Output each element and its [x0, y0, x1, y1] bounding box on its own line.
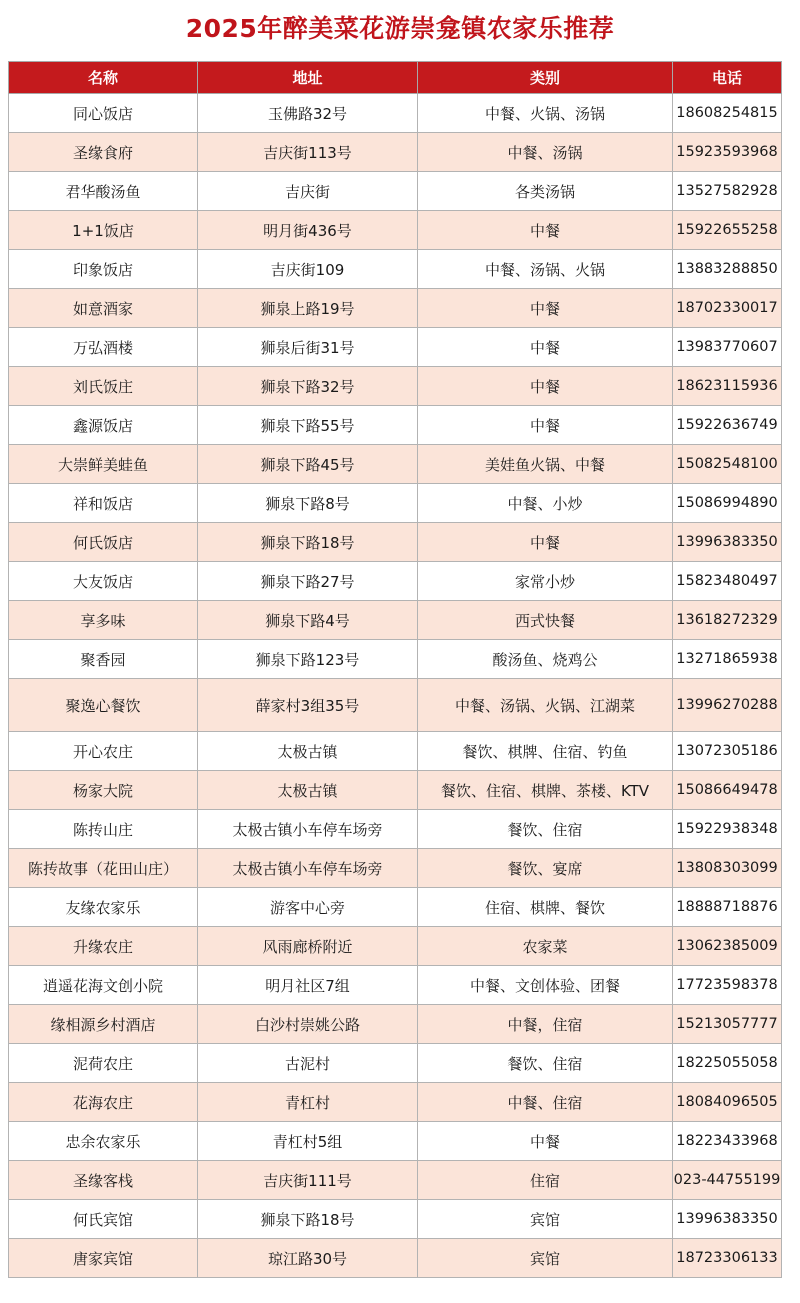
table-row [9, 94, 782, 133]
cell-address: 狮泉下路32号 [198, 367, 418, 406]
cell-address: 太极古镇小车停车场旁 [198, 849, 418, 888]
cell-name: 聚逸心餐饮 [9, 679, 198, 732]
cell-name: 刘氏饭庄 [9, 367, 198, 406]
cell-name: 杨家大院 [9, 771, 198, 810]
cell-phone: 18223433968 [673, 1122, 782, 1161]
cell-category: 美娃鱼火锅、中餐 [418, 445, 673, 484]
cell-address: 明月街436号 [198, 211, 418, 250]
cell-name: 聚香园 [9, 640, 198, 679]
table-row [9, 1200, 782, 1239]
cell-phone: 13062385009 [673, 927, 782, 966]
cell-category: 中餐、火锅、汤锅 [418, 94, 673, 133]
table-row [9, 133, 782, 172]
cell-phone: 15922938348 [673, 810, 782, 849]
cell-phone: 18608254815 [673, 94, 782, 133]
cell-name: 忠余农家乐 [9, 1122, 198, 1161]
table-row [9, 1083, 782, 1122]
cell-phone: 15086649478 [673, 771, 782, 810]
table-row [9, 849, 782, 888]
cell-address: 吉庆街111号 [198, 1161, 418, 1200]
table-row [9, 1044, 782, 1083]
cell-name: 鑫源饭店 [9, 406, 198, 445]
cell-address: 玉佛路32号 [198, 94, 418, 133]
table-row [9, 562, 782, 601]
cell-address: 吉庆街109 [198, 250, 418, 289]
header-address: 地址 [198, 62, 418, 94]
cell-address: 太极古镇 [198, 732, 418, 771]
table-row [9, 484, 782, 523]
cell-address: 狮泉上路19号 [198, 289, 418, 328]
cell-name: 友缘农家乐 [9, 888, 198, 927]
cell-category: 住宿、棋牌、餐饮 [418, 888, 673, 927]
header-phone: 电话 [673, 62, 782, 94]
cell-category: 中餐 [418, 328, 673, 367]
cell-category: 中餐 [418, 523, 673, 562]
cell-category: 餐饮、住宿、棋牌、茶楼、KTV [418, 771, 673, 810]
cell-address: 狮泉下路123号 [198, 640, 418, 679]
cell-phone: 18888718876 [673, 888, 782, 927]
cell-category: 宾馆 [418, 1200, 673, 1239]
cell-category: 西式快餐 [418, 601, 673, 640]
table-row [9, 1122, 782, 1161]
cell-name: 大友饭店 [9, 562, 198, 601]
cell-phone: 13996383350 [673, 1200, 782, 1239]
cell-address: 风雨廊桥附近 [198, 927, 418, 966]
cell-name: 唐家宾馆 [9, 1239, 198, 1278]
cell-address: 青杠村 [198, 1083, 418, 1122]
cell-phone: 13618272329 [673, 601, 782, 640]
cell-address: 吉庆街113号 [198, 133, 418, 172]
cell-address: 白沙村崇姚公路 [198, 1005, 418, 1044]
cell-phone: 13527582928 [673, 172, 782, 211]
cell-name: 君华酸汤鱼 [9, 172, 198, 211]
cell-phone: 15922636749 [673, 406, 782, 445]
header-name: 名称 [9, 62, 198, 94]
cell-name: 祥和饭店 [9, 484, 198, 523]
cell-category: 中餐、汤锅、火锅 [418, 250, 673, 289]
cell-category: 餐饮、宴席 [418, 849, 673, 888]
cell-address: 青杠村5组 [198, 1122, 418, 1161]
table-row [9, 1161, 782, 1200]
table-header [9, 62, 782, 94]
table-row [9, 771, 782, 810]
cell-address: 太极古镇小车停车场旁 [198, 810, 418, 849]
cell-address: 吉庆街 [198, 172, 418, 211]
table-row [9, 172, 782, 211]
cell-address: 狮泉下路55号 [198, 406, 418, 445]
cell-address: 狮泉下路27号 [198, 562, 418, 601]
cell-phone: 13808303099 [673, 849, 782, 888]
cell-category: 中餐、汤锅、火锅、江湖菜 [418, 679, 673, 732]
cell-address: 古泥村 [198, 1044, 418, 1083]
cell-name: 印象饭店 [9, 250, 198, 289]
cell-phone: 18702330017 [673, 289, 782, 328]
cell-phone: 13072305186 [673, 732, 782, 771]
cell-name: 陈抟山庄 [9, 810, 198, 849]
cell-phone: 15823480497 [673, 562, 782, 601]
cell-name: 缘相源乡村酒店 [9, 1005, 198, 1044]
header-category: 类别 [418, 62, 673, 94]
cell-name: 圣缘食府 [9, 133, 198, 172]
cell-phone: 13983770607 [673, 328, 782, 367]
cell-category: 餐饮、棋牌、住宿、钓鱼 [418, 732, 673, 771]
cell-name: 如意酒家 [9, 289, 198, 328]
table-row [9, 406, 782, 445]
cell-phone: 18225055058 [673, 1044, 782, 1083]
cell-category: 家常小炒 [418, 562, 673, 601]
cell-phone: 13996383350 [673, 523, 782, 562]
cell-category: 农家菜 [418, 927, 673, 966]
table-row [9, 250, 782, 289]
cell-address: 狮泉下路4号 [198, 601, 418, 640]
table-row [9, 1239, 782, 1278]
table-body [9, 94, 782, 1278]
table-row [9, 211, 782, 250]
table-row [9, 640, 782, 679]
cell-category: 中餐 [418, 1122, 673, 1161]
table-row [9, 289, 782, 328]
table-row [9, 732, 782, 771]
restaurant-table [8, 61, 782, 1278]
cell-address: 狮泉下路45号 [198, 445, 418, 484]
table-row [9, 601, 782, 640]
cell-phone: 18623115936 [673, 367, 782, 406]
table-row [9, 367, 782, 406]
table-row [9, 679, 782, 732]
cell-category: 中餐 [418, 211, 673, 250]
page-title: 2025年醉美菜花游崇龛镇农家乐推荐 [185, 14, 615, 43]
table-row [9, 888, 782, 927]
cell-phone: 18723306133 [673, 1239, 782, 1278]
table-row [9, 523, 782, 562]
cell-phone: 13996270288 [673, 679, 782, 732]
cell-name: 升缘农庄 [9, 927, 198, 966]
table-row [9, 927, 782, 966]
cell-name: 大崇鲜美蛙鱼 [9, 445, 198, 484]
cell-category: 中餐、汤锅 [418, 133, 673, 172]
cell-phone: 13883288850 [673, 250, 782, 289]
cell-phone: 15922655258 [673, 211, 782, 250]
cell-phone: 17723598378 [673, 966, 782, 1005]
cell-category: 餐饮、住宿 [418, 1044, 673, 1083]
cell-address: 太极古镇 [198, 771, 418, 810]
cell-phone: 15213057777 [673, 1005, 782, 1044]
cell-name: 同心饭店 [9, 94, 198, 133]
cell-address: 薛家村3组35号 [198, 679, 418, 732]
cell-name: 何氏宾馆 [9, 1200, 198, 1239]
cell-phone: 15086994890 [673, 484, 782, 523]
cell-address: 狮泉下路18号 [198, 523, 418, 562]
table-row [9, 328, 782, 367]
cell-phone: 15082548100 [673, 445, 782, 484]
cell-category: 中餐、小炒 [418, 484, 673, 523]
cell-phone: 18084096505 [673, 1083, 782, 1122]
cell-name: 万弘酒楼 [9, 328, 198, 367]
cell-address: 琼江路30号 [198, 1239, 418, 1278]
cell-name: 花海农庄 [9, 1083, 198, 1122]
cell-category: 中餐、住宿 [418, 1083, 673, 1122]
cell-category: 中餐，住宿 [418, 1005, 673, 1044]
cell-name: 开心农庄 [9, 732, 198, 771]
cell-phone: 023-44755199 [673, 1161, 782, 1200]
cell-name: 陈抟故事（花田山庄） [9, 849, 198, 888]
cell-category: 酸汤鱼、烧鸡公 [418, 640, 673, 679]
cell-name: 1+1饭店 [9, 211, 198, 250]
cell-category: 中餐 [418, 406, 673, 445]
cell-phone: 13271865938 [673, 640, 782, 679]
cell-name: 泥荷农庄 [9, 1044, 198, 1083]
cell-address: 游客中心旁 [198, 888, 418, 927]
cell-category: 餐饮、住宿 [418, 810, 673, 849]
cell-category: 住宿 [418, 1161, 673, 1200]
cell-category: 中餐 [418, 289, 673, 328]
table-row [9, 445, 782, 484]
cell-category: 各类汤锅 [418, 172, 673, 211]
cell-name: 逍遥花海文创小院 [9, 966, 198, 1005]
cell-name: 享多味 [9, 601, 198, 640]
cell-phone: 15923593968 [673, 133, 782, 172]
cell-category: 中餐 [418, 367, 673, 406]
cell-address: 明月社区7组 [198, 966, 418, 1005]
cell-name: 何氏饭店 [9, 523, 198, 562]
cell-category: 中餐、文创体验、团餐 [418, 966, 673, 1005]
cell-address: 狮泉下路18号 [198, 1200, 418, 1239]
header-row [9, 62, 782, 94]
cell-address: 狮泉后街31号 [198, 328, 418, 367]
cell-address: 狮泉下路8号 [198, 484, 418, 523]
cell-name: 圣缘客栈 [9, 1161, 198, 1200]
table-row [9, 810, 782, 849]
table-row [9, 966, 782, 1005]
table-row [9, 1005, 782, 1044]
cell-category: 宾馆 [418, 1239, 673, 1278]
